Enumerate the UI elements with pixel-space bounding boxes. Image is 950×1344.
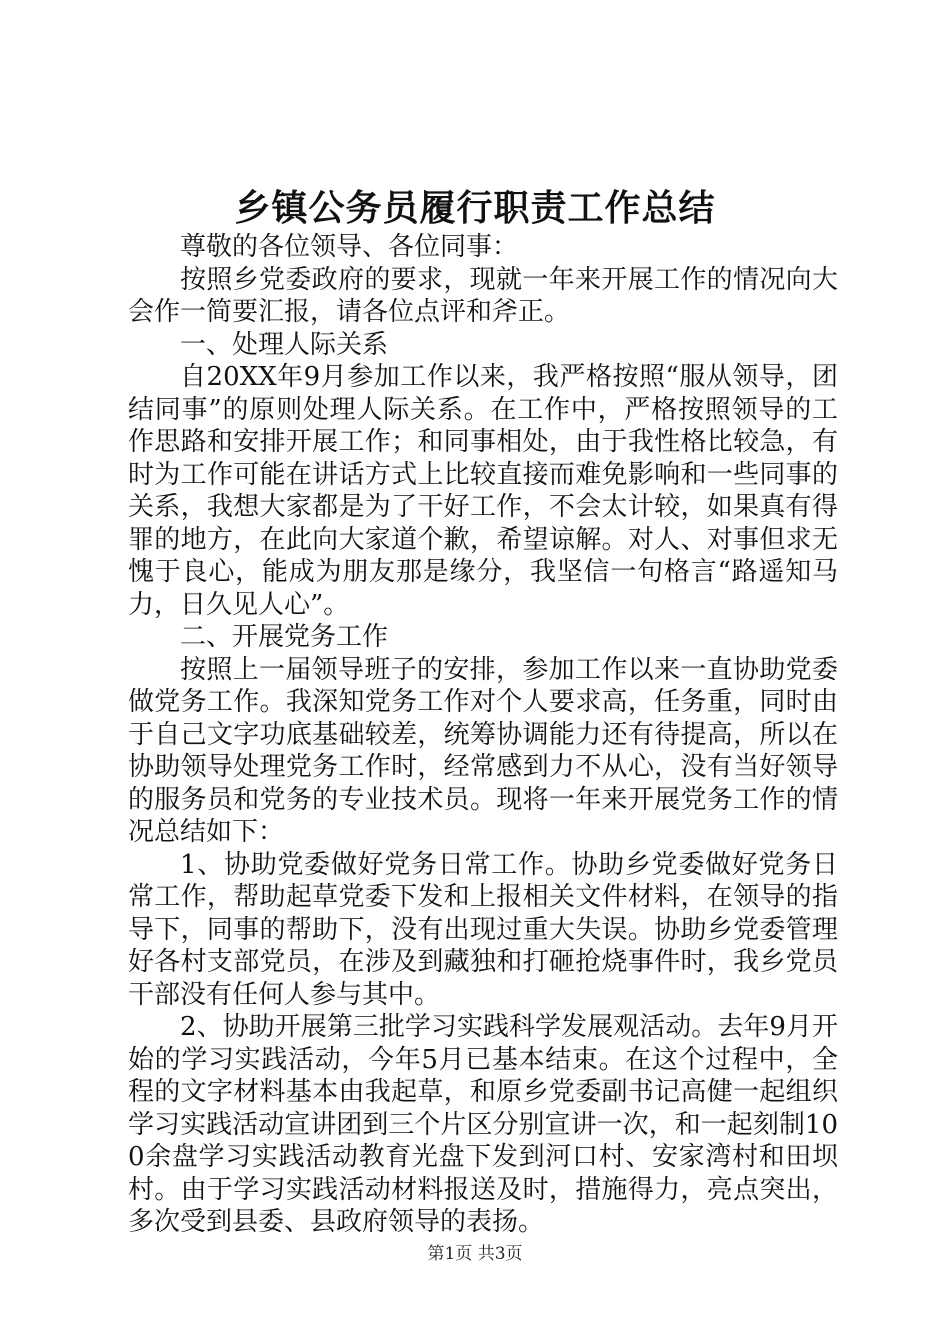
item-1-paragraph: 1、协助党委做好党务日常工作。协助乡党委做好党务日常工作，帮助起草党委下发和上报相关文件材料，在领导的指导下，同事的帮助下，没有出现过重大失误。协助乡党委管理好各村支部党员，在涉及到藏独和打砸抢烧事件时，我乡党员干部没有任何人参与其中。 — [128, 849, 838, 1010]
page-footer: 第1页 共3页 — [427, 1244, 523, 1264]
document-title: 乡镇公务员履行职责工作总结 — [234, 187, 716, 229]
intro-paragraph: 按照乡党委政府的要求，现就一年来开展工作的情况向大会作一简要汇报，请各位点评和斧正。 — [128, 264, 838, 327]
interpersonal-paragraph: 自20XX年9月参加工作以来，我严格按照“服从领导，团结同事”的原则处理人际关系。在工作中，严格按照领导的工作思路和安排开展工作；和同事相处，由于我性格比较急，有时为工作可能在讲话方式上比较直接而难免影响和一些同事的关系，我想大家都是为了干好工作，不会太计较，如果真有得罪的地方，在此向大家道个歉，希望谅解。对人、对事但求无愧于良心，能成为朋友那是缘分，我坚信一句格言“路遥知马力，日久见人心”。 — [128, 362, 838, 620]
section-heading-1: 一、处理人际关系 — [180, 329, 389, 360]
salutation-paragraph: 尊敬的各位领导、各位同事： — [180, 232, 519, 262]
party-work-paragraph: 按照上一届领导班子的安排，参加工作以来一直协助党委做党务工作。我深知党务工作对个人要求高，任务重，同时由于自己文字功底基础较差，统筹协调能力还有待提高，所以在协助领导处理党务工作时，经常感到力不从心，没有当好领导的服务员和党务的专业技术员。现将一年来开展党务工作的情况总结如下： — [128, 654, 838, 847]
document-body — [128, 231, 838, 1239]
section-heading-2: 二、开展党务工作 — [180, 622, 389, 652]
item-2-paragraph: 2、协助开展第三批学习实践科学发展观活动。去年9月开始的学习实践活动，今年5月已基本结束。在这个过程中，全程的文字材料基本由我起草，和原乡党委副书记高健一起组织学习实践活动宣讲团到三个片区分别宣讲一次，和一起刻制100余盘学习实践活动教育光盘下发到河口村、安家湾村和田坝村。由于学习实践活动材料报送及时，措施得力，亮点突出，多次受到县委、县政府领导的表扬。 — [128, 1012, 838, 1237]
